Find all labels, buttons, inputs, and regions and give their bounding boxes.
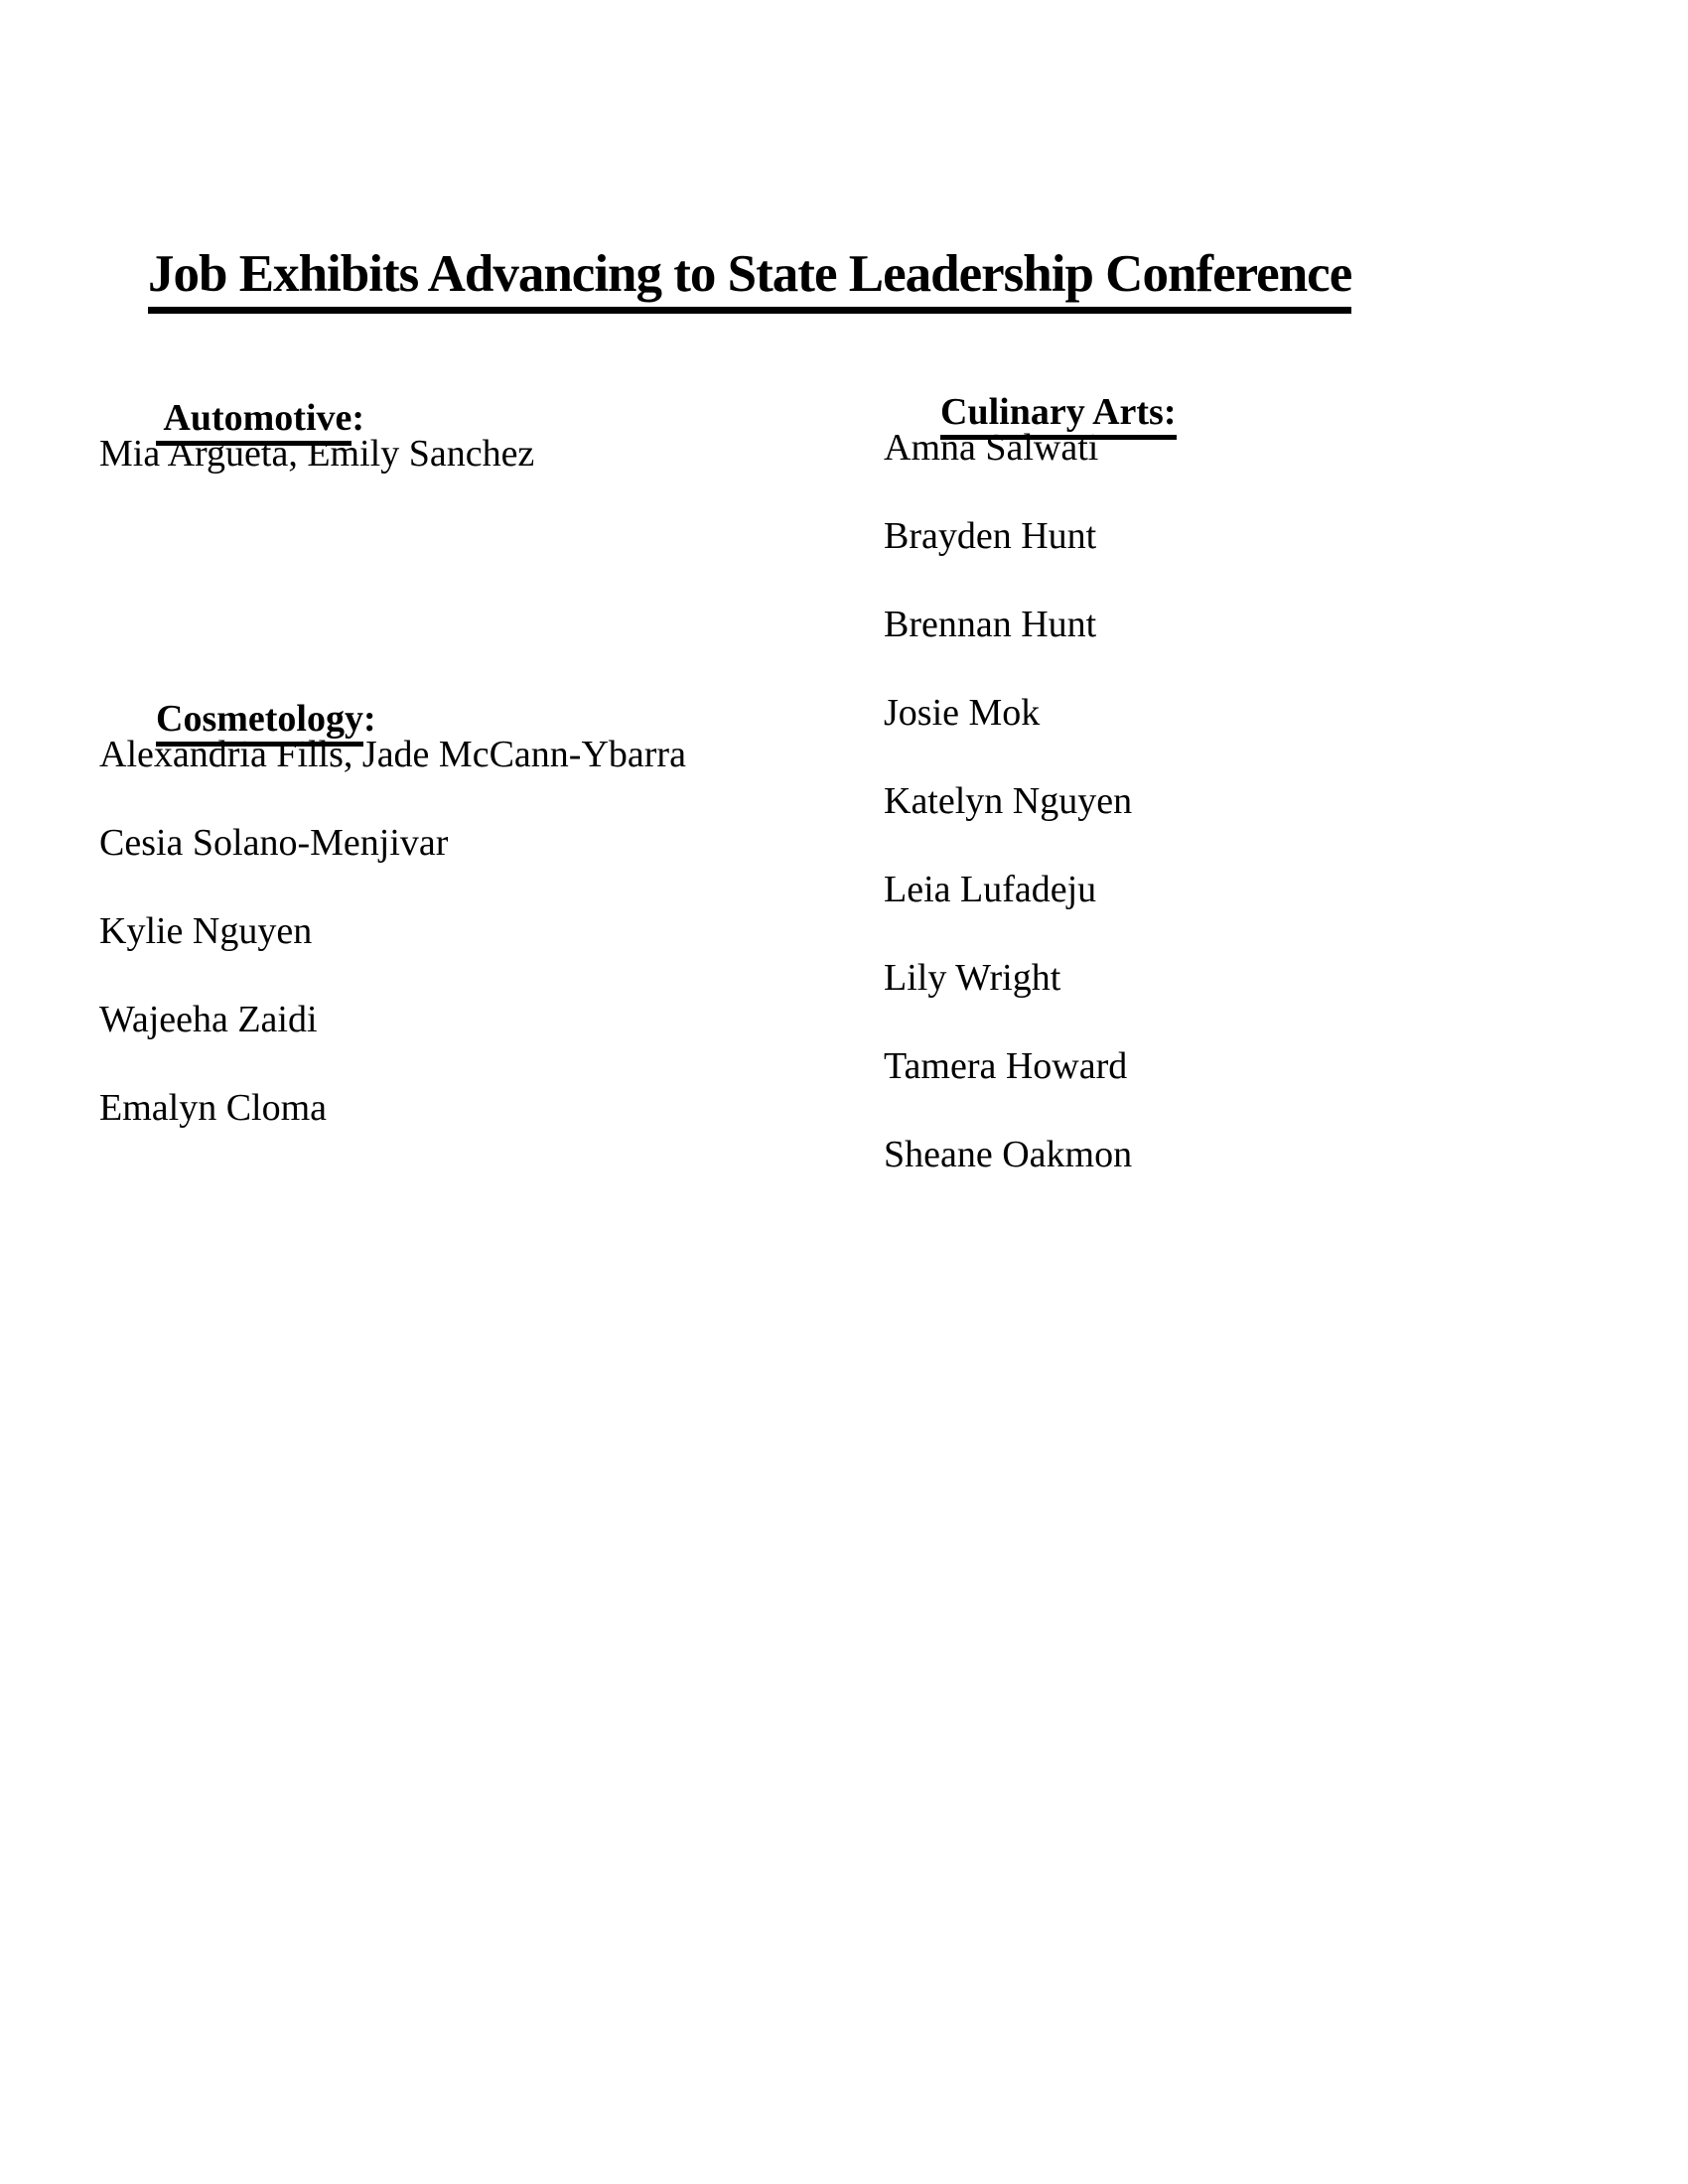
name-row-cosmetology-3: Kylie Nguyen <box>99 910 313 952</box>
name-row-cosmetology-2: Cesia Solano-Menjivar <box>99 822 449 864</box>
name-row-cosmetology-1: Alexandria Fills, Jade McCann-Ybarra <box>99 734 686 775</box>
name-row-culinary-1: Amna Salwati <box>884 427 1099 469</box>
document-title-text: Job Exhibits Advancing to State Leadership Conference <box>148 244 1351 314</box>
name-row-culinary-2: Brayden Hunt <box>884 515 1097 557</box>
section-heading-cosmetology <box>99 640 814 740</box>
automotive-heading-text: Automotive <box>156 397 352 446</box>
right-column <box>884 298 1519 1217</box>
name-row-culinary-7: Lily Wright <box>884 957 1061 999</box>
name-row-automotive-1: Mia Argueta, Emily Sanchez <box>99 433 535 475</box>
blank-row <box>99 534 814 587</box>
name-row-cosmetology-5: Emalyn Cloma <box>99 1087 328 1129</box>
section-heading-culinary-arts <box>884 334 1519 433</box>
name-row-culinary-3: Brennan Hunt <box>884 604 1097 645</box>
name-row-culinary-8: Tamera Howard <box>884 1045 1128 1087</box>
culinary-arts-heading-text: Culinary Arts: <box>940 391 1177 440</box>
left-column <box>99 304 814 1170</box>
cosmetology-heading-colon: : <box>362 698 376 740</box>
section-heading-automotive <box>99 340 814 439</box>
name-row-culinary-6: Leia Lufadeju <box>884 869 1097 910</box>
name-row-culinary-4: Josie Mok <box>884 692 1041 734</box>
name-row-culinary-9: Sheane Oakmon <box>884 1134 1133 1175</box>
name-row-cosmetology-4: Wajeeha Zaidi <box>99 999 318 1040</box>
automotive-heading-colon: : <box>352 397 365 439</box>
name-row-culinary-5: Katelyn Nguyen <box>884 780 1133 822</box>
cosmetology-heading-text: Cosmetology <box>156 698 363 747</box>
